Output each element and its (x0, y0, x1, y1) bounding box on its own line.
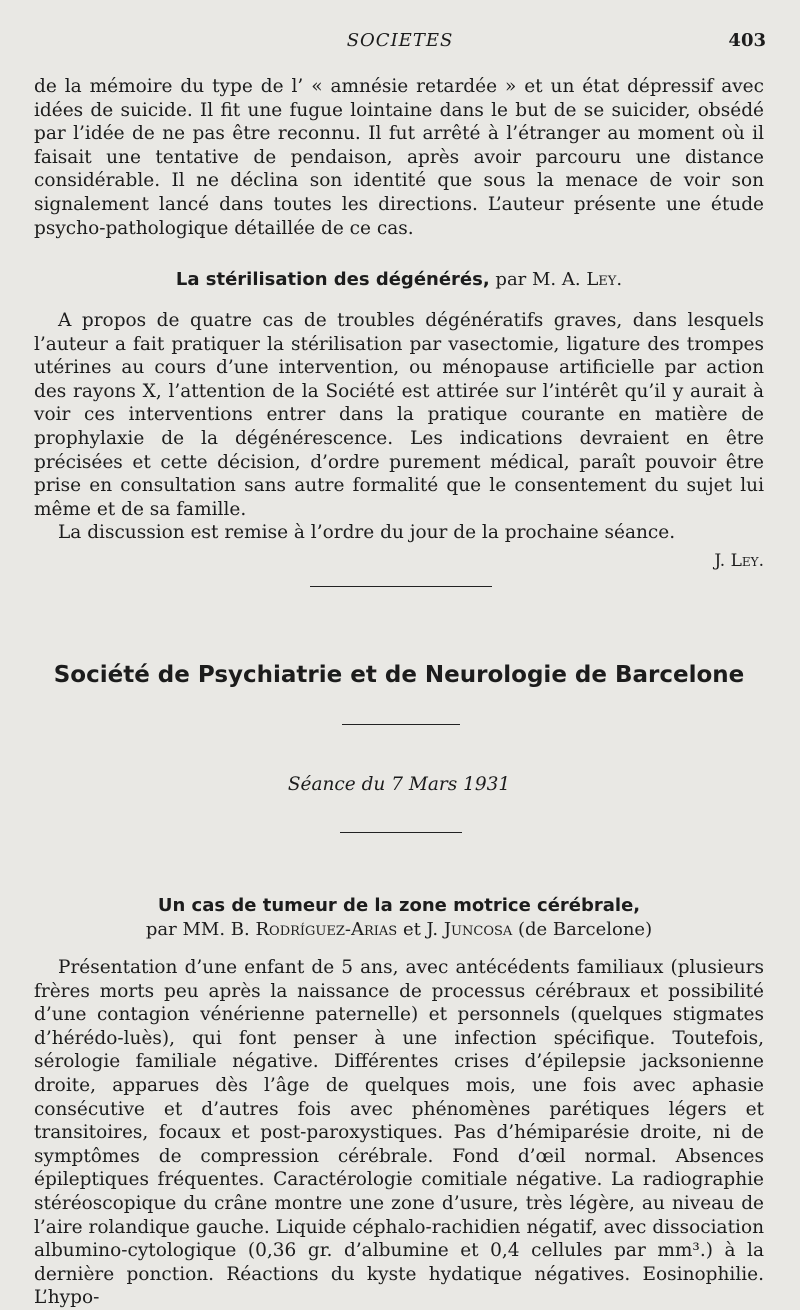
page-number: 403 (728, 30, 766, 51)
society-title: Société de Psychiatrie et de Neurologie de Barcelone (53, 662, 745, 688)
section-sterilisation (34, 268, 764, 292)
running-head (0, 30, 800, 54)
section-heading (34, 894, 764, 918)
byline (34, 918, 764, 942)
section-title: La stérilisation des dégénérés, (175, 269, 490, 290)
byline-prefix: par M. A. (495, 269, 581, 290)
running-head-title: SOCIETES (346, 30, 454, 51)
signature-text: J. Ley. (714, 550, 764, 571)
divider (342, 724, 460, 725)
divider (340, 832, 462, 833)
signature (34, 551, 764, 571)
section-body (34, 309, 764, 571)
section-heading: La stérilisation des dégénérés, par M. A. Ley. (175, 269, 623, 290)
section-title: Un cas de tumeur de la zone motrice cérébrale, (157, 895, 641, 916)
author-name: Ley (586, 269, 617, 290)
byline-et: et J. (402, 919, 439, 940)
byline-suffix: (de Barcelone) (518, 919, 653, 940)
body-paragraph: La discussion est remise à l’ordre du jour de la prochaine séance. (58, 522, 676, 544)
session-date: Séance du 7 Mars 1931 (287, 774, 511, 795)
byline-par: par MM. B. (145, 919, 250, 940)
continuation-block (34, 75, 764, 240)
body-paragraph: A propos de quatre cas de troubles dégénératifs graves, dans lesquels l’auteur a fait pratiquer la stérilisation par vasectomie, ligature des trompes utérines au cours d’une intervention, ou ménopause artificielle par action des rayons X, l’attention de la Société est attirée sur l’intérêt qu’il y aurait à voir ces interventions entrer dans la pratique courante en matière de prophylaxie de la dégénérescence. Les indications devraient en être précisées et cette décision, d’ordre purement médical, paraît pouvoir être prise en consultation sans autre formalité que le consentement du sujet lui même et de sa famille. (34, 310, 764, 520)
author-name: Rodríguez-Arias (255, 919, 398, 940)
divider (310, 586, 492, 587)
body-paragraph: Présentation d’une enfant de 5 ans, avec antécédents familiaux (plusieurs frères morts peu après la naissance de processus cérébraux et possibilité d’une contagion vénérienne paternelle) et personnels (quelques stigmates d’hérédo-luès), qui font penser à une infection spécifique. Toutefois, sérologie familiale négative. Différentes crises d’épilepsie jacksonienne droite, apparues dès l’âge de quelques mois, une fois avec aphasie consécutive et d’autres fois avec phénomènes parétiques légers et transitoires, focaux et post-paroxystiques. Pas d’hémiparésie droite, ni de symptômes de compression cérébrale. Fond d’œil normal. Absences épileptiques fréquentes. Caractérologie comitiale négative. La radiographie stéréoscopique du crâne montre une zone d’usure, très légère, au niveau de l’aire rolandique gauche. Liquide céphalo-rachidien négatif, avec dissociation albumino-cytologique (0,36 gr. d’albumine et 0,4 cellules par mm³.) à la dernière ponction. Réactions du kyste hydatique négatives. Eosinophilie. L’hypo- (34, 957, 764, 1309)
author-name: Juncosa (443, 919, 513, 940)
section-tumeur (34, 894, 764, 1310)
continuation-paragraph: de la mémoire du type de l’ « amnésie retardée » et un état dépressif avec idées de suicide. Il fit une fugue lointaine dans le but de se suicider, obsédé par l’idée de ne pas être reconnu. Il fut arrêté à l’étranger au moment où il faisait une tentative de pendaison, après avoir parcouru une distance considérable. Il ne déclina son identité que sous la menace de voir son signalement lancé dans toutes les directions. L’auteur présente une étude psycho-pathologique détaillée de ce cas. (34, 76, 764, 239)
